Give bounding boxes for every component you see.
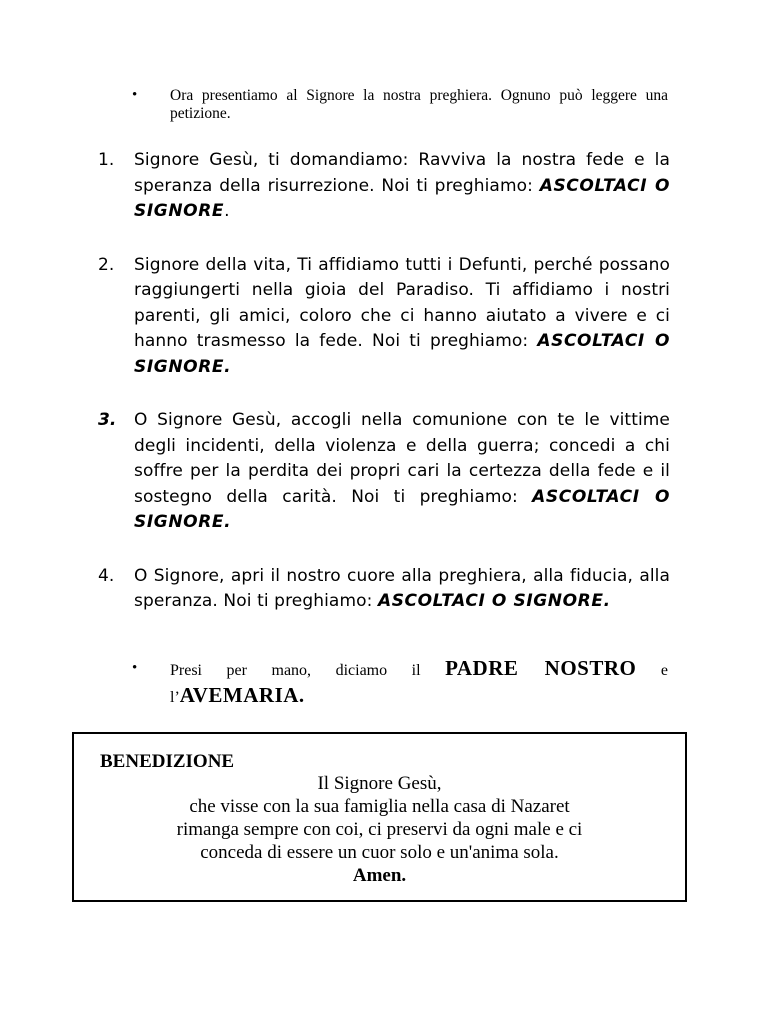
petition-number: 3. <box>98 410 117 430</box>
blessing-line: conceda di essere un cuor solo e un'anima sola. <box>200 842 559 863</box>
blessing-box <box>72 732 687 902</box>
petition-number: 1. <box>98 150 115 170</box>
padre-nostro-label: PADRE NOSTRO <box>445 656 637 680</box>
bullet-icon: • <box>132 87 138 103</box>
petitions-list <box>98 148 670 643</box>
petition-number: 4. <box>98 565 115 586</box>
blessing-amen: Amen. <box>352 865 407 886</box>
intro-instruction-text: Ora presentiamo al Signore la nostra preghiera. Ognuno può leggere una petizione. <box>170 87 668 122</box>
bullet-icon: • <box>132 660 138 676</box>
intro-instruction <box>132 87 668 123</box>
petition-response: ASCOLTACI O SIGNORE. <box>134 331 671 377</box>
petition-number: 2. <box>98 254 115 275</box>
blessing-line: rimanga sempre con coi, ci preservi da ogni male e ci <box>176 819 583 840</box>
blessing-text <box>74 772 685 887</box>
petition-response: ASCOLTACI O SIGNORE. <box>134 486 671 532</box>
petition-text: O Signore, apri il nostro cuore alla preghiera, alla fiducia, alla speranza. Noi ti preghiamo: ASCOLTACI O SIGNORE. <box>134 565 670 611</box>
blessing-line: Il Signore Gesù, <box>317 773 442 794</box>
closing-instruction <box>132 655 668 711</box>
avemaria-label: AVEMARIA. <box>179 683 305 707</box>
blessing-title: BENEDIZIONE <box>100 751 235 772</box>
petition-text: Signore Gesù, ti domandiamo: Ravviva la nostra fede e la speranza della risurrezione. Noi ti preghiamo: ASCOLTACI O SIGNORE. <box>134 150 670 221</box>
petition-response: ASCOLTACI O SIGNORE. <box>377 591 611 611</box>
petition-item <box>98 564 670 615</box>
petition-item <box>98 148 670 225</box>
petition-item <box>98 253 670 381</box>
petition-item <box>98 408 670 536</box>
closing-instruction-text: Presi per mano, diciamo il PADRE NOSTRO e l’AVEMARIA. <box>170 656 668 707</box>
petition-text: O Signore Gesù, accogli nella comunione con te le vittime degli incidenti, della violenza e della guerra; concedi a chi soffre per la perdita dei propri cari la certezza della fede e il sostegno della carità. Noi ti preghiamo: ASCOLTACI O SIGNORE. <box>134 410 671 532</box>
petition-response: ASCOLTACI O SIGNORE <box>134 175 670 221</box>
blessing-line: che visse con la sua famiglia nella casa di Nazaret <box>189 796 570 817</box>
petition-text: Signore della vita, Ti affidiamo tutti i Defunti, perché possano raggiungerti nella gioia del Paradiso. Ti affidiamo i nostri parenti, gli amici, coloro che ci hanno aiutato a vivere e ci hanno trasmesso la fede. Noi ti preghiamo: ASCOLTACI O SIGNORE. <box>134 254 671 377</box>
